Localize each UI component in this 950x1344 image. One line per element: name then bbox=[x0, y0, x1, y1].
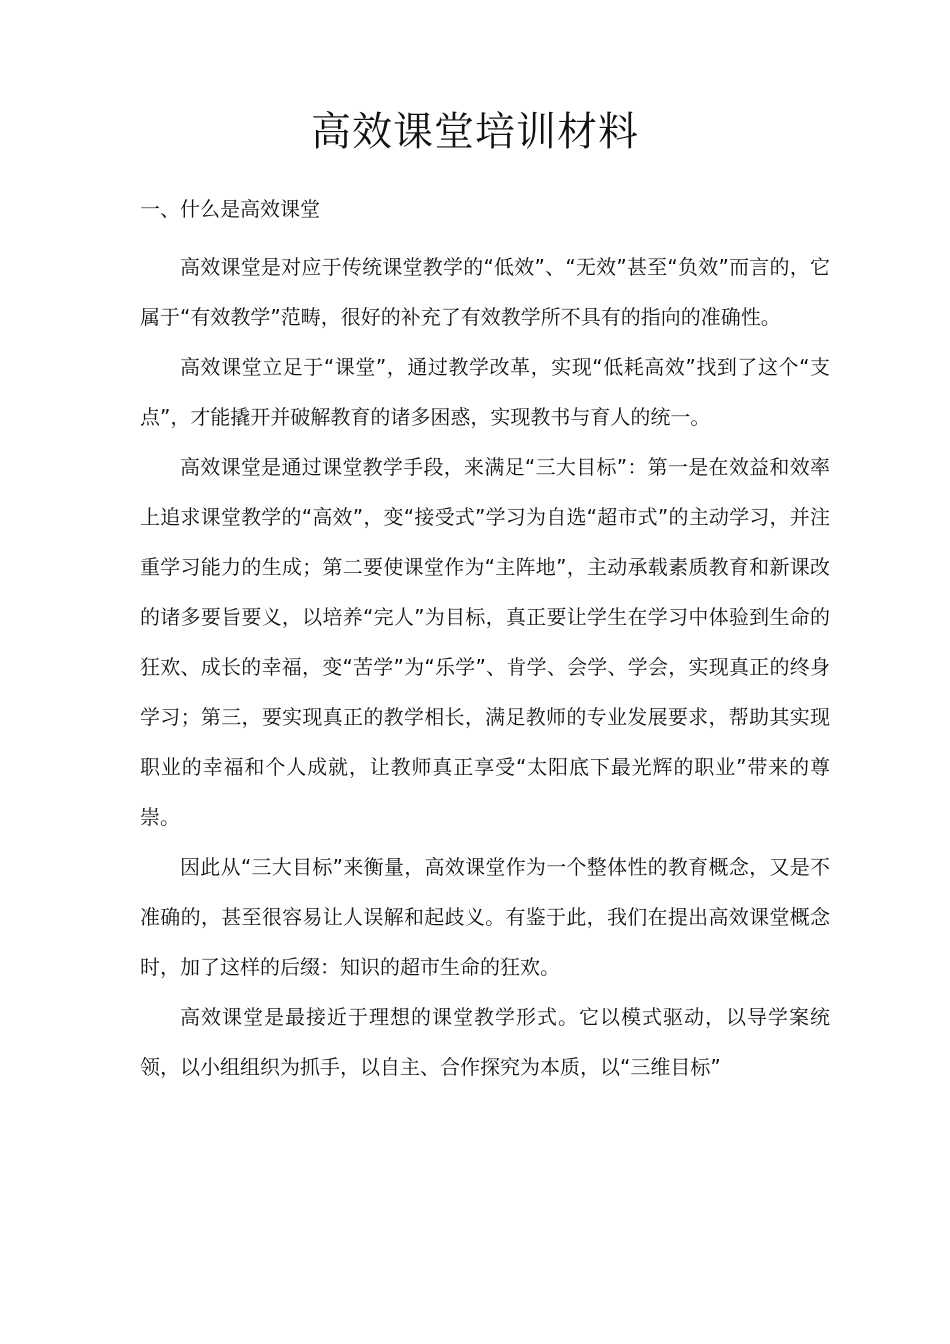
section-heading: 一、什么是高效课堂 bbox=[140, 197, 320, 221]
paragraph-3: 高效课堂是通过课堂教学手段，来满足“三大目标”：第一是在效益和效率上追求课堂教学的“高效”，变“接受式”学习为自选“超市式”的主动学习，并注重学习能力的生成；第二要使课堂作为“主阵地”，主动承载素质教育和新课改的诸多要旨要义，以培养“完人”为目标，真正要让学生在学习中体验到生命的狂欢、成长的幸福，变“苦学”为“乐学”、肯学、会学、学会，实现真正的终身学习；第三，要实现真正的教学相长，满足教师的专业发展要求，帮助其实现职业的幸福和个人成就，让教师真正享受“太阳底下最光辉的职业”带来的尊崇。 bbox=[140, 455, 830, 829]
paragraph-5: 高效课堂是最接近于理想的课堂教学形式。它以模式驱动，以导学案统领，以小组组织为抓手，以自主、合作探究为本质，以“三维目标” bbox=[140, 1005, 830, 1079]
paragraph-1: 高效课堂是对应于传统课堂教学的“低效”、“无效”甚至“负效”而言的，它属于“有效教学”范畴，很好的补充了有效教学所不具有的指向的准确性。 bbox=[140, 255, 830, 329]
document-title: 高效课堂培训材料 bbox=[311, 109, 639, 155]
document-body bbox=[140, 242, 830, 1092]
paragraph-2: 高效课堂立足于“课堂”，通过教学改革，实现“低耗高效”找到了这个“支点”，才能撬开并破解教育的诸多困惑，实现教书与育人的统一。 bbox=[140, 355, 830, 429]
paragraph-4: 因此从“三大目标”来衡量，高效课堂作为一个整体性的教育概念，又是不准确的，甚至很容易让人误解和起歧义。有鉴于此，我们在提出高效课堂概念时，加了这样的后缀：知识的超市生命的狂欢。 bbox=[140, 855, 830, 979]
